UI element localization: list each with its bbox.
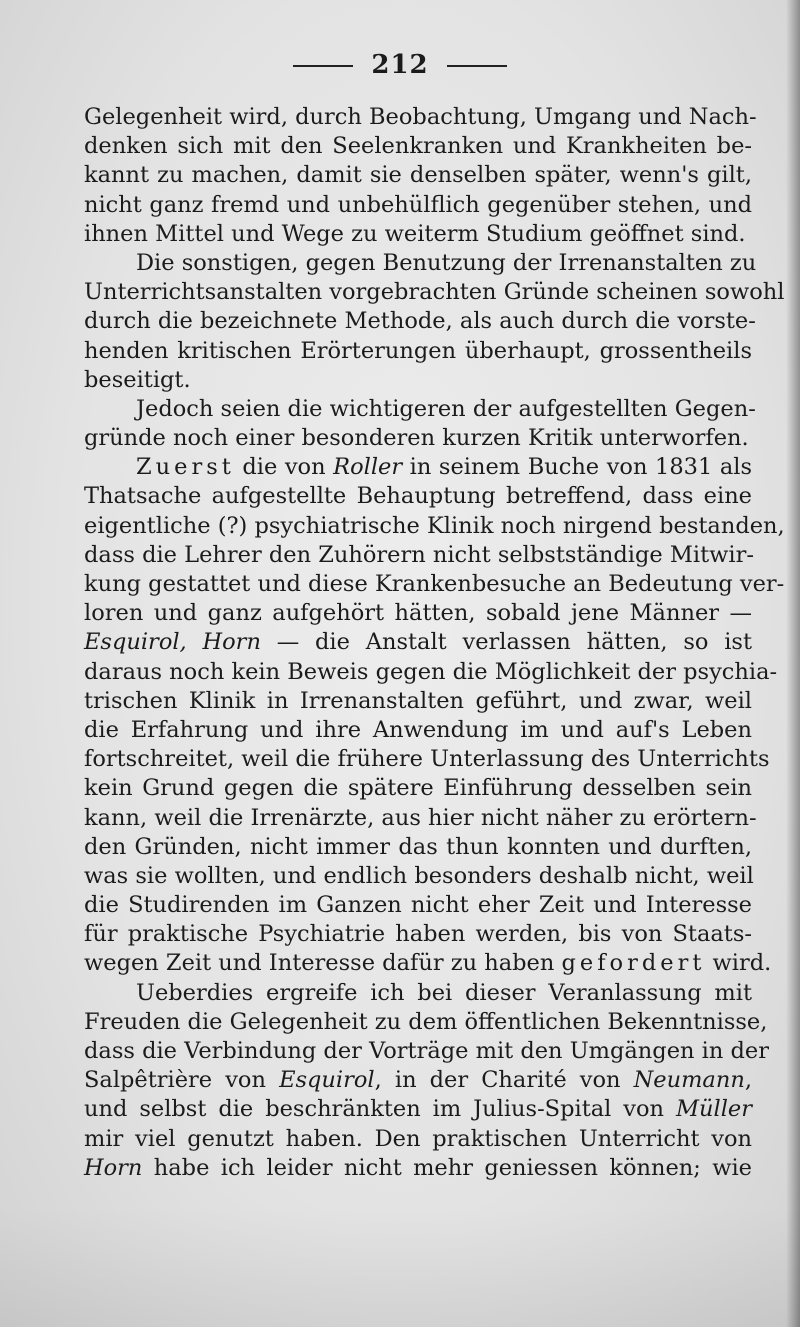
text-run: die von	[234, 454, 334, 481]
text-line: denken sich mit den Seelenkranken und Krankheiten be-	[84, 133, 752, 160]
author-name: Horn	[202, 629, 261, 656]
text-line: Thatsache aufgestellte Behauptung betreffend, dass eine	[84, 483, 752, 510]
header-rule-left	[293, 65, 353, 67]
text-run: Salpêtrière von	[84, 1067, 280, 1094]
text-line: eigentliche (?) psychiatrische Klinik noch nirgend bestanden,	[84, 512, 785, 539]
text-line: die Erfahrung und ihre Anwendung im und auf's Leben	[84, 716, 752, 743]
text-run: ,	[744, 1067, 752, 1094]
body-text	[84, 103, 785, 1183]
text-line	[84, 1066, 752, 1095]
text-run: — die Anstalt verlassen hätten, so ist	[260, 629, 752, 656]
text-run: wird.	[705, 950, 772, 977]
text-line: dass die Lehrer den Zuhörern nicht selbstständige Mitwir-	[84, 541, 754, 568]
text-run: in seinem Buche von 1831 als	[402, 454, 752, 481]
text-run: und selbst die beschränkten im Julius-Spital von	[84, 1096, 676, 1123]
text-line: daraus noch kein Beweis gegen die Möglichkeit der psychia-	[84, 658, 778, 685]
author-name: Müller	[676, 1096, 752, 1123]
text-line: kannt zu machen, damit sie denselben später, wenn's gilt,	[84, 162, 752, 189]
page-bottom-fade	[0, 1207, 800, 1327]
page-header	[0, 50, 800, 80]
text-line: Gelegenheit wird, durch Beobachtung, Umgang und Nach-	[84, 104, 757, 130]
text-run: habe ich leider nicht mehr geniessen können; wie	[142, 1154, 752, 1181]
text-line: für praktische Psychiatrie haben werden, bis von Staats-	[84, 921, 752, 948]
header-rule-right	[447, 65, 507, 67]
page-edge-shadow	[786, 0, 800, 1327]
text-line	[84, 1095, 752, 1124]
text-line: was sie wollten, und endlich besonders deshalb nicht, weil	[84, 862, 754, 889]
text-run: , in der Charité von	[374, 1067, 634, 1094]
text-run: wegen Zeit und Interesse dafür zu haben	[84, 950, 562, 977]
author-name: Neumann	[633, 1067, 745, 1094]
author-name: Roller	[333, 454, 403, 481]
page-number: 212	[371, 50, 429, 80]
text-line	[84, 949, 772, 978]
text-line: die Studirenden im Ganzen nicht eher Zeit und Interesse	[84, 892, 752, 919]
text-line: Unterrichtsanstalten vorgebrachten Gründe scheinen sowohl	[84, 279, 785, 306]
emphasis-spaced: gefordert	[561, 950, 706, 977]
text-line	[84, 453, 752, 482]
text-line: kann, weil die Irrenärzte, aus hier nicht näher zu erörtern-	[84, 804, 757, 831]
text-line	[84, 1154, 752, 1183]
text-line: loren und ganz aufgehört hätten, sobald jene Männer —	[84, 600, 752, 627]
text-line: Jedoch seien die wichtigeren der aufgestellten Gegen-	[136, 395, 756, 422]
text-line: durch die bezeichnete Methode, als auch durch die vorste-	[84, 308, 756, 335]
text-line: kung gestattet und diese Krankenbesuche an Bedeutung ver-	[84, 571, 785, 597]
text-line: kein Grund gegen die spätere Einführung desselben sein	[84, 775, 752, 802]
author-name: Esquirol,	[84, 629, 187, 656]
text-line: henden kritischen Erörterungen überhaupt, grossentheils	[84, 337, 752, 364]
author-name: Horn	[84, 1154, 143, 1181]
text-line: dass die Verbindung der Vorträge mit den Umgängen in der	[84, 1038, 769, 1064]
text-line: den Gründen, nicht immer das thun konnten und durften,	[84, 833, 752, 860]
text-line: mir viel genutzt haben. Den praktischen Unterricht von	[84, 1125, 752, 1152]
text-line: Ueberdies ergreife ich bei dieser Veranlassung mit	[136, 979, 752, 1006]
text-line: Freuden die Gelegenheit zu dem öffentlichen Bekenntnisse,	[84, 1008, 768, 1035]
text-line: trischen Klinik in Irrenanstalten geführt, und zwar, weil	[84, 687, 752, 714]
text-line: beseitigt.	[84, 366, 191, 393]
text-line: Die sonstigen, gegen Benutzung der Irrenanstalten zu	[136, 249, 757, 276]
author-name: Esquirol	[279, 1067, 375, 1094]
text-line: nicht ganz fremd und unbehülflich gegenüber stehen, und	[84, 191, 752, 218]
text-line: gründe noch einer besonderen kurzen Kritik unterworfen.	[84, 425, 749, 452]
text-line: ihnen Mittel und Wege zu weiterm Studium geöffnet sind.	[84, 220, 746, 247]
text-line: fortschreitet, weil die frühere Unterlassung des Unterrichts	[84, 746, 770, 773]
text-line	[84, 628, 752, 657]
emphasis-spaced: Zuerst	[136, 454, 235, 481]
